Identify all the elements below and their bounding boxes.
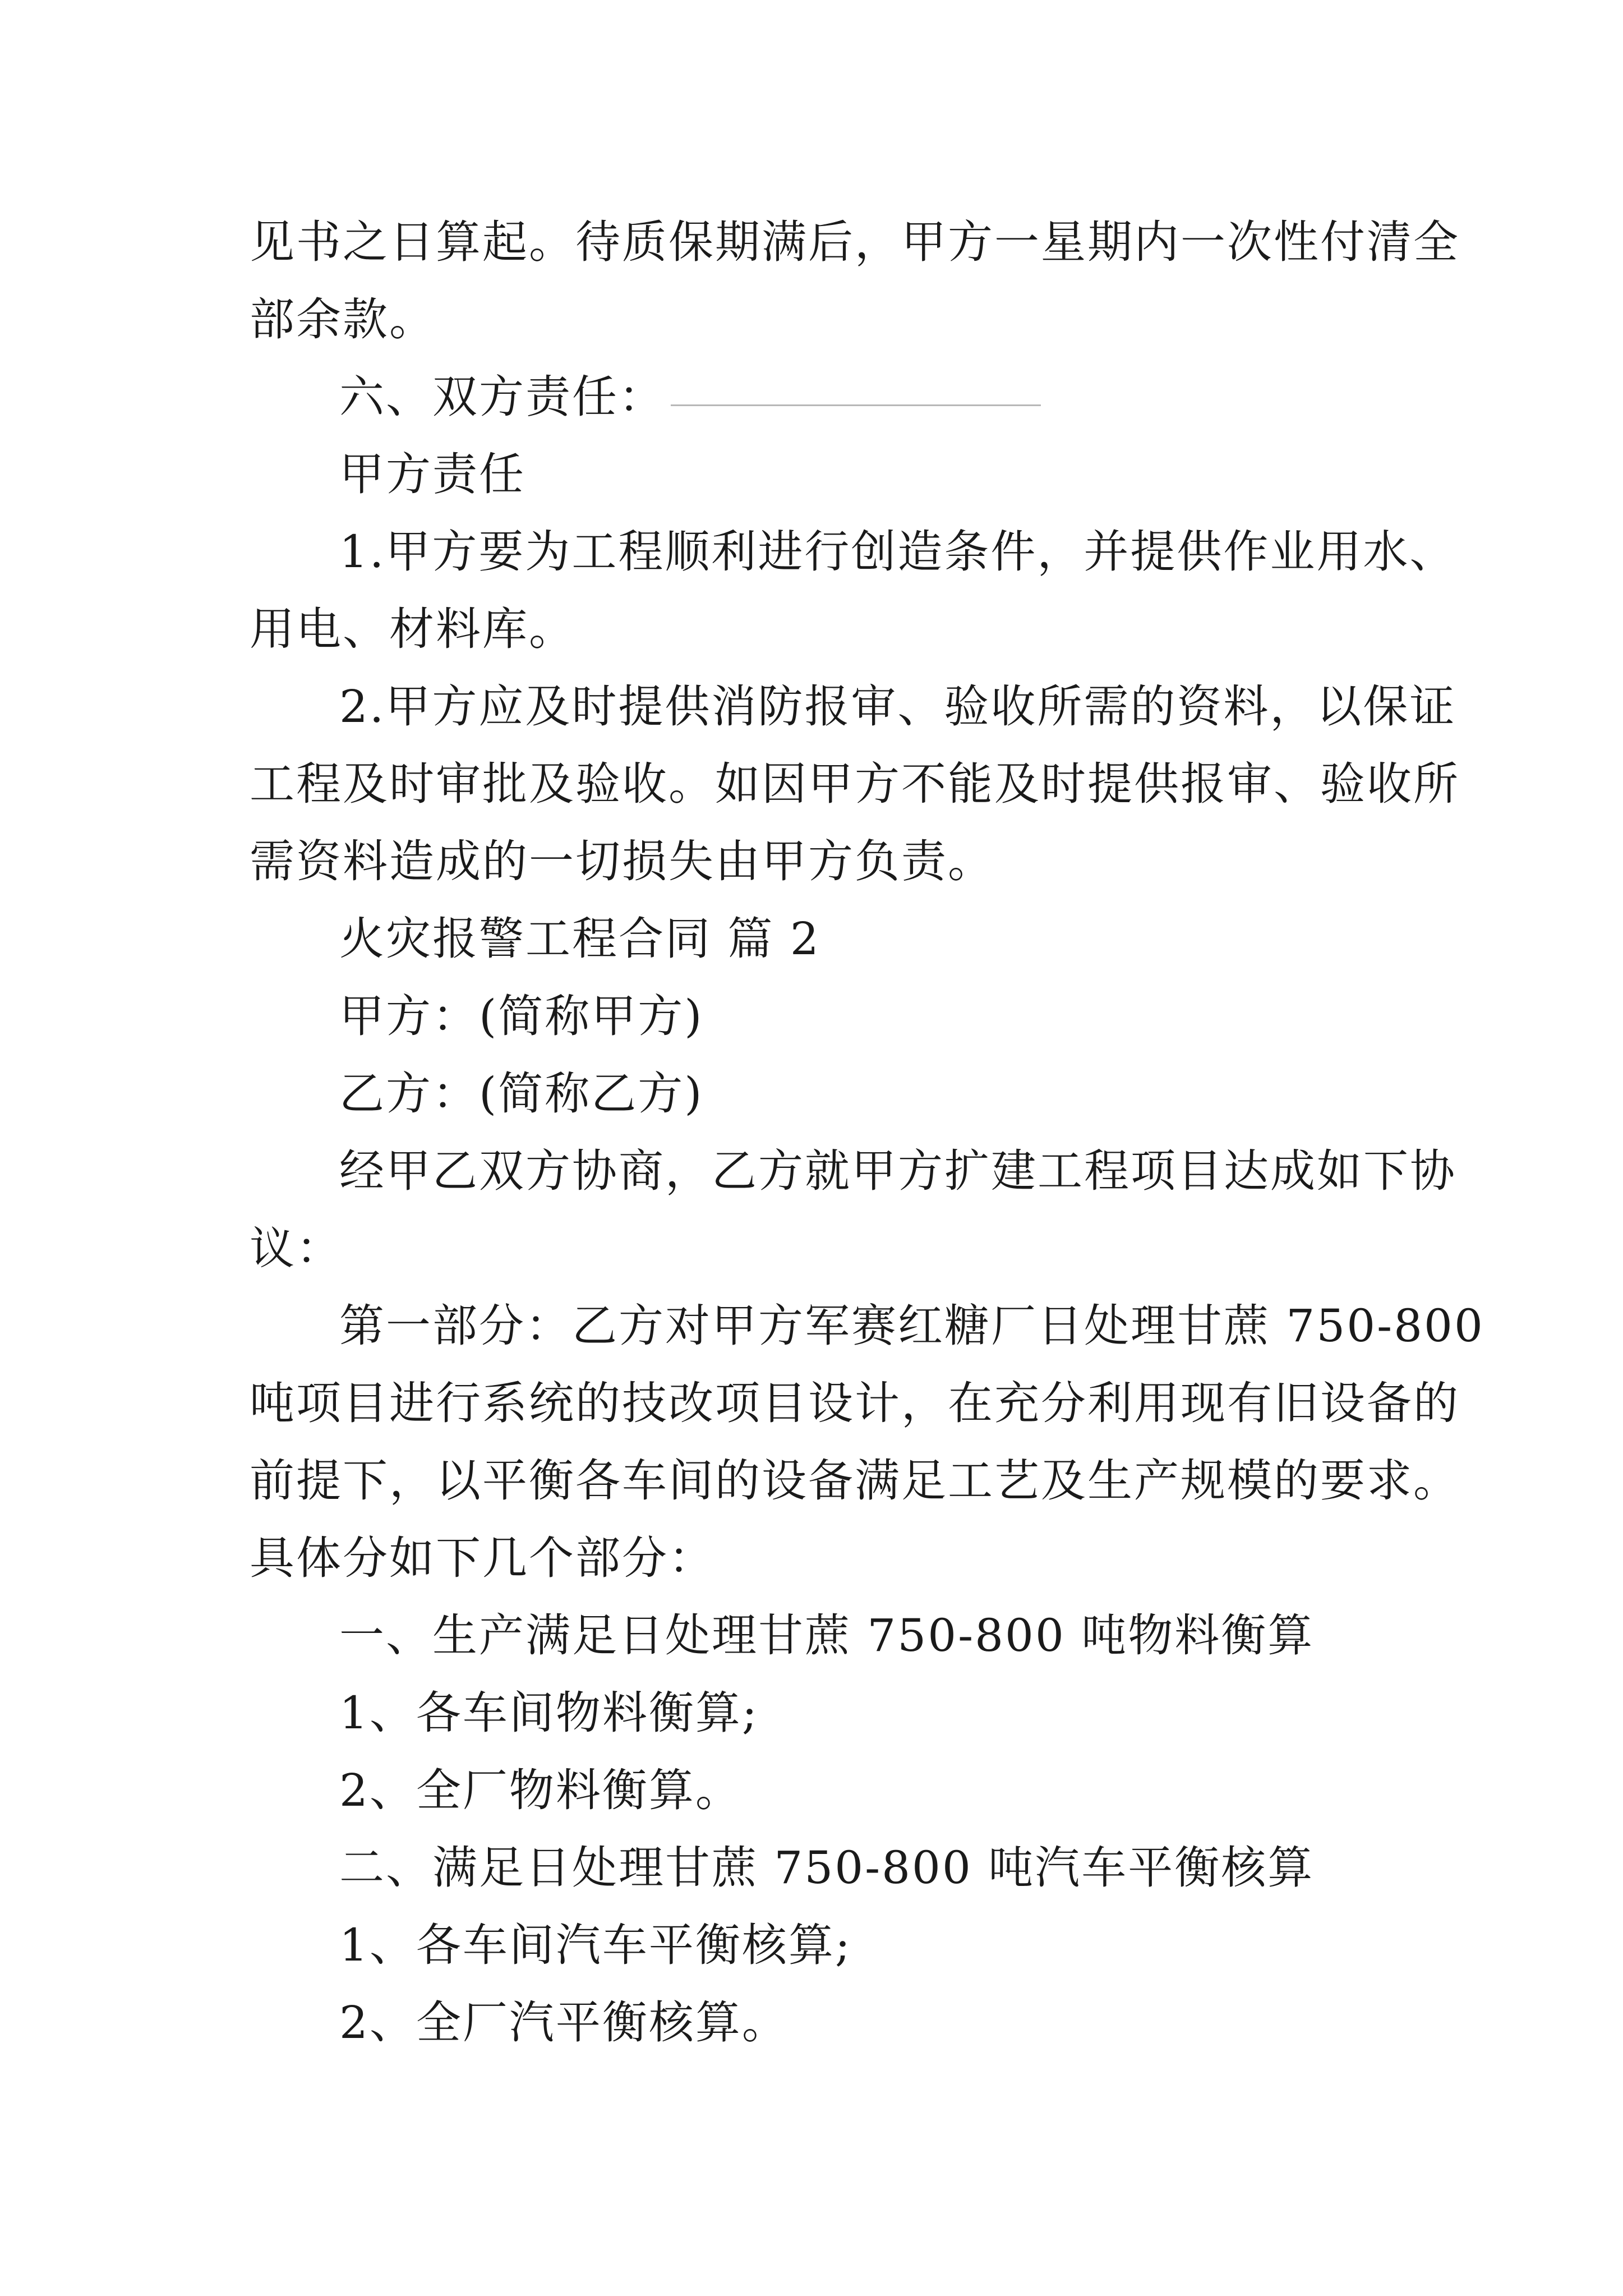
text-line: 二、满足日处理甘蔗 750-800 吨汽车平衡核算 — [339, 1842, 1315, 1894]
text-line: 甲方责任 — [339, 448, 525, 500]
text-line: 一、生产满足日处理甘蔗 750-800 吨物料衡算 — [339, 1609, 1315, 1662]
text-line: 工程及时审批及验收。如因甲方不能及时提供报审、验收所 — [250, 758, 1460, 810]
section-heading: 六、双方责任： — [339, 371, 665, 423]
text-line: 1.甲方要为工程顺利进行创造条件，并提供作业用水、 — [339, 526, 1456, 578]
text-line: 1、各车间物料衡算; — [339, 1687, 759, 1739]
text-line: 第一部分：乙方对甲方军赛红糖厂日处理甘蔗 750-800 — [339, 1300, 1484, 1352]
text-line: 吨项目进行系统的技改项目设计，在充分利用现有旧设备的 — [250, 1377, 1460, 1429]
text-line: 2、全厂物料衡算。 — [339, 1764, 742, 1816]
text-line: 乙方：(简称乙方) — [339, 1068, 704, 1120]
text-line: 需资料造成的一切损失由甲方负责。 — [250, 835, 994, 887]
text-line: 2、全厂汽平衡核算。 — [339, 1996, 789, 2049]
blank-underline — [671, 402, 1041, 406]
text-line: 火灾报警工程合同 篇 2 — [339, 913, 820, 965]
text-line: 2.甲方应及时提供消防报审、验收所需的资料，以保证 — [339, 680, 1456, 733]
text-line: 部余款。 — [250, 293, 436, 346]
text-line — [339, 371, 1041, 423]
text-line: 具体分如下几个部分： — [250, 1532, 715, 1584]
text-line: 议： — [250, 1222, 343, 1274]
text-line: 甲方：(简称甲方) — [339, 990, 704, 1042]
text-line: 经甲乙双方协商，乙方就甲方扩建工程项目达成如下协 — [339, 1145, 1456, 1197]
text-line: 见书之日算起。待质保期满后，甲方一星期内一次性付清全 — [250, 216, 1460, 268]
text-line: 前提下，以平衡各车间的设备满足工艺及生产规模的要求。 — [250, 1455, 1460, 1507]
text-line: 用电、材料库。 — [250, 603, 575, 655]
text-line: 1、各车间汽车平衡核算; — [339, 1919, 852, 1971]
